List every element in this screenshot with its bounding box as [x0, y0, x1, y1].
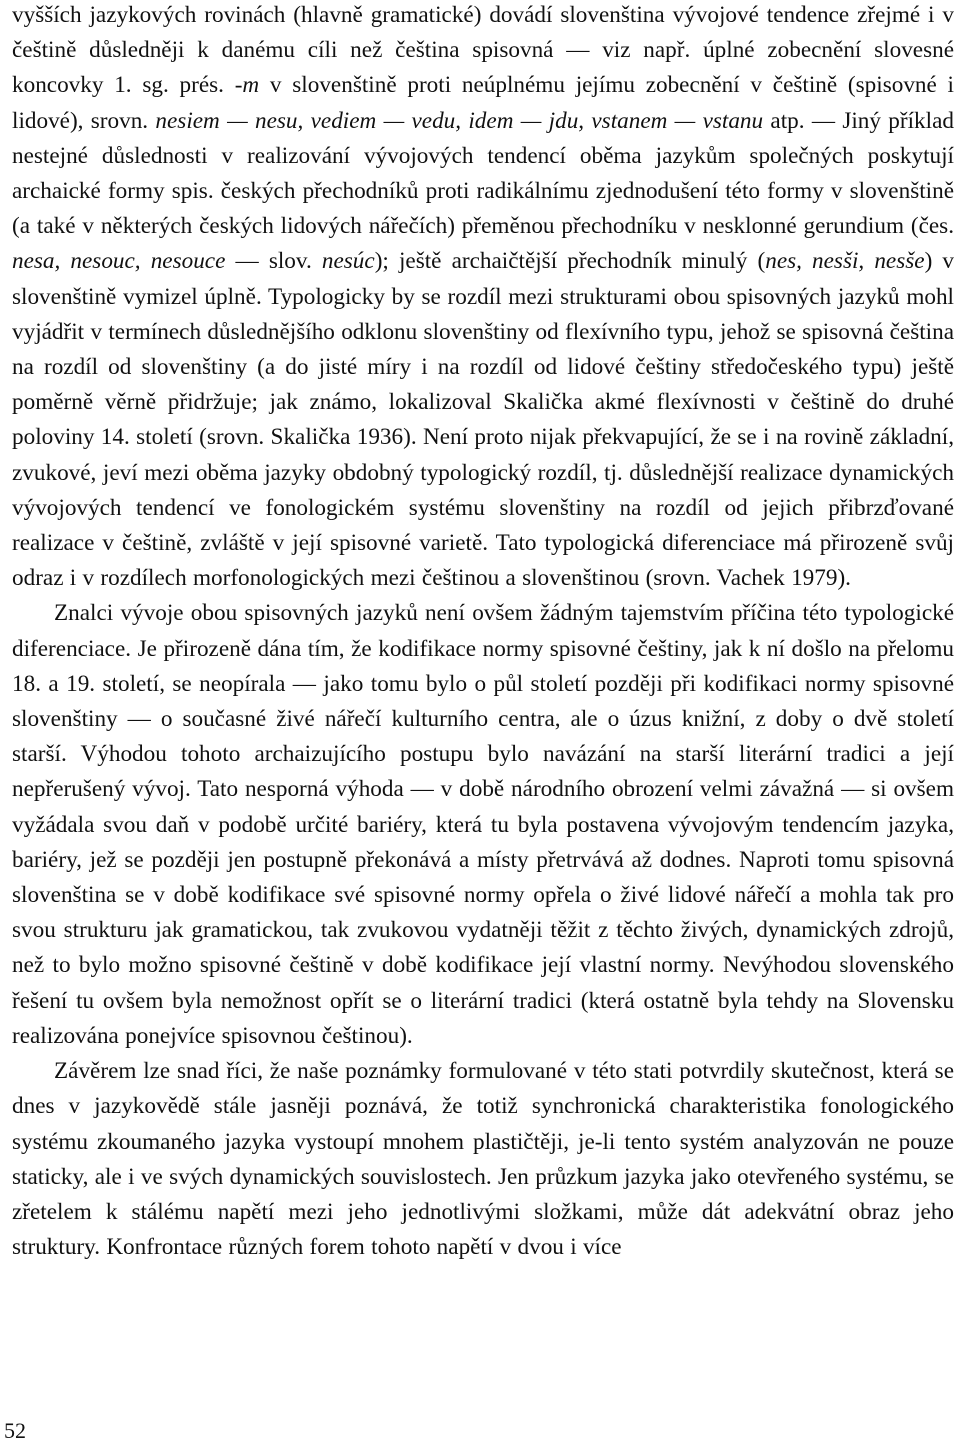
paragraph-1 [12, 0, 954, 596]
document-page [12, 0, 954, 1265]
text-segment: — slov. [225, 248, 322, 275]
text-segment: atp. — Jiný příklad nestejné důslednosti v realizování vývojových tendencí oběma jazykům společných poskytují archaické formy spis. českých přechodníků proti radikálnímu zjednodušení této formy v slovenštině (a také v některých českých lidových nářečích) přeměnou přechodníku v nesklonné gerundium (čes. [12, 107, 954, 240]
italic-segment: -m [234, 72, 260, 99]
italic-segment: nesúc [321, 248, 375, 275]
text-segment: Znalci vývoje obou spisovných jazyků není ovšem žádným tajemstvím příčina této typologické diferenciace. Je přirozeně dána tím, že kodifikace normy spisovné češtiny, jak k ní došlo na přelomu 18. a 19. století, se neopírala — jako tomu bylo o půl století později při kodifikaci normy spisovné slovenštiny — o současné živé nářečí kulturního centra, ale o úzus knižní, z doby o dvě století starší. Výhodou tohoto archaizujícího postupu bylo navázání na starší literární tradici a její nepřerušený vývoj. Tato nesporná výhoda — v době národního obrození velmi závažná — si ovšem vyžádala svou daň v podobě určité bariéry, která tu byla postavena vývojovým tendencím jazyka, bariéry, jež se později jen postupně překonává a místy přetrvává až dodnes. Naproti tomu spisovná slovenština se v době kodifikace své spisovné normy opřela o živé lidové nářečí a mohla tak pro svou strukturu jak gramatickou, tak zvukovou vydatněji těžit z těchto živých, dynamických zdrojů, než to bylo možno spisovné češtině v době kodifikace její vlastní normy. Nevýhodou slovenského řešení tu ovšem byla nemožnost opřít se o literární tradici (která ostatně byla tehdy na Slovensku realizována ponejvíce spisovnou češtinou). [12, 600, 954, 1049]
text-segment: vyšších jazykových rovinách (hlavně gramatické) dovádí slovenština vývojové tendence zřejmé i v češtině důsledněji k danému cíli než čeština spisovná — viz např. úplné zobecnění slovesné koncovky 1. sg. prés. [12, 2, 954, 99]
paragraph-2 [12, 596, 954, 1054]
text-segment: Závěrem lze snad říci, že naše poznámky formulované v této stati potvrdily skutečnost, která se dnes v jazykovědě stále jasněji poznává, že totiž synchronická charakteristika fonologického systému zkoumaného jazyka vystoupí mnohem plastičtěji, je-li tento systém analyzován ne pouze staticky, ale i ve svých dynamických souvislostech. Jen průzkum jazyka jako otevřeného systému, se zřetelem k stálému napětí mezi jeho jednotlivými složkami, může dát adekvátní obraz jeho struktury. Konfrontace různých forem tohoto napětí v dvou i více [12, 1058, 954, 1261]
page-number: 52 [4, 1418, 26, 1443]
italic-segment: nes, nesši, nesše [765, 248, 925, 275]
text-segment: ) v slovenštině vymizel úplně. Typologicky by se rozdíl mezi strukturami obou spisovných jazyků mohl vyjádřit v termínech důslednějšího odklonu slovenštiny od flexívního typu, jehož se spisovná čeština na rozdíl od slovenštiny (a do jisté míry i na rozdíl od lidové češtiny středočeského typu) ještě poměrně věrně přidržuje; jak známo, lokalizoval Skalička akmé flexívnosti v češtině do druhé poloviny 14. století (srovn. Skalička 1936). Není proto nijak překvapující, že se i na rovině základní, zvukové, jeví mezi oběma jazyky obdobný typologický rozdíl, tj. důslednější realizace dynamických vývojových tendencí ve fonologickém systému slovenštiny na rozdíl od jejich přibrzďované realizace v češtině, zvláště v její spisovné varietě. Tato typologická diferenciace má přirozeně svůj odraz i v rozdílech morfonologických mezi češtinou a slovenštinou (srovn. Vachek 1979). [12, 248, 954, 592]
italic-segment: nesiem — nesu, vediem — vedu, idem — jdu, vstanem — vstanu [155, 107, 764, 134]
text-segment: ); ještě archaičtější přechodník minulý ( [374, 248, 766, 275]
text-segment: v slovenštině proti neúplnému jejímu zobecnění v češtině (spisovné i lidové), srovn. [12, 72, 954, 134]
paragraph-3 [12, 1054, 954, 1265]
italic-segment: nesa, nesouc, nesouce [12, 248, 226, 275]
